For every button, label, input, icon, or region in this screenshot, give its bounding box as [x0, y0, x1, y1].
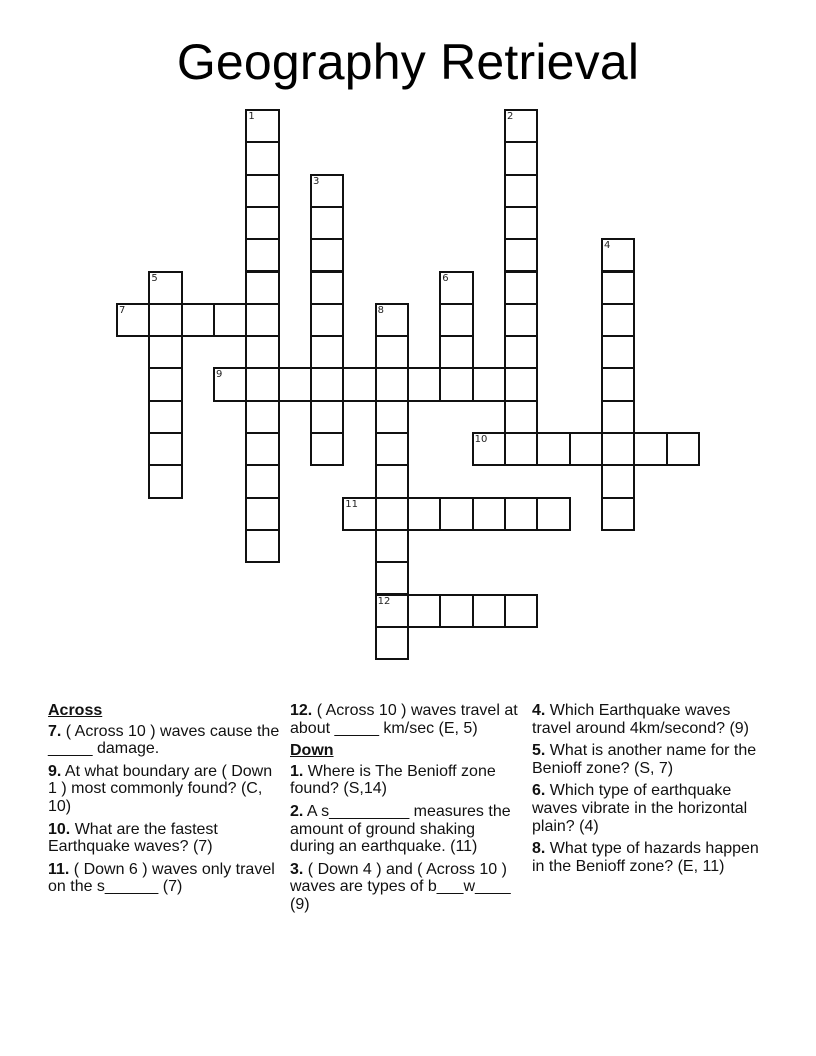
grid-cell[interactable] — [601, 335, 635, 369]
grid-cell[interactable] — [310, 206, 344, 240]
clue-number: 9. — [48, 762, 62, 780]
grid-cell[interactable] — [601, 464, 635, 498]
clue-number: 1. — [290, 762, 304, 780]
grid-cell[interactable] — [310, 303, 344, 337]
grid-cell[interactable] — [245, 271, 279, 305]
grid-cell[interactable] — [148, 303, 182, 337]
clue-text: What are the fastest Earthquake waves? (7) — [48, 820, 218, 856]
page-title: Geography Retrieval — [176, 34, 640, 90]
grid-cell[interactable] — [601, 271, 635, 305]
grid-cell[interactable] — [504, 238, 538, 272]
grid-cell[interactable] — [536, 497, 570, 531]
clue-number: 4. — [532, 702, 546, 719]
grid-cell[interactable] — [342, 367, 376, 401]
cell-number: 6 — [442, 272, 449, 284]
grid-cell[interactable] — [245, 400, 279, 434]
clue-text: A s_________ measures the amount of ground shaking during an earthquake. (11) — [290, 802, 511, 856]
grid-cell[interactable] — [245, 206, 279, 240]
grid-cell[interactable] — [601, 432, 635, 466]
grid-cell[interactable] — [375, 594, 409, 628]
grid-cell[interactable] — [504, 497, 538, 531]
grid-cell[interactable] — [504, 174, 538, 208]
grid-cell[interactable] — [375, 367, 409, 401]
grid-cell[interactable] — [245, 335, 279, 369]
clue-number: 5. — [532, 742, 546, 760]
grid-cell[interactable] — [245, 464, 279, 498]
grid-cell[interactable] — [310, 174, 344, 208]
clue-across-7 — [48, 723, 280, 758]
grid-cell[interactable] — [472, 497, 506, 531]
grid-cell[interactable] — [310, 432, 344, 466]
clue-text: What type of hazards happen in the Benioff zone? (E, 11) — [532, 840, 759, 875]
clue-text: What is another name for the Benioff zone? (S, 7) — [532, 742, 757, 777]
grid-cell[interactable] — [439, 271, 473, 305]
clue-text: ( Down 6 ) waves only travel on the s______ (7) — [48, 860, 275, 896]
clue-down-5 — [532, 742, 764, 777]
clue-text: At what boundary are ( Down 1 ) most commonly found? (C, 10) — [48, 762, 273, 815]
grid-cell[interactable] — [245, 303, 279, 337]
grid-cell[interactable] — [375, 626, 409, 660]
grid-cell[interactable] — [504, 432, 538, 466]
grid-cell[interactable] — [601, 497, 635, 531]
grid-cell[interactable] — [245, 432, 279, 466]
across-heading: Across — [48, 702, 103, 719]
grid-cell[interactable] — [148, 367, 182, 401]
grid-cell[interactable] — [472, 367, 506, 401]
grid-cell[interactable] — [342, 497, 376, 531]
clue-text: Which Earthquake waves travel around 4km/second? (9) — [532, 702, 749, 737]
grid-cell[interactable] — [601, 238, 635, 272]
grid-cell[interactable] — [310, 367, 344, 401]
grid-cell[interactable] — [213, 367, 247, 401]
clues-column-3 — [532, 702, 764, 880]
clue-number: 2. — [290, 802, 304, 820]
grid-cell[interactable] — [148, 400, 182, 434]
clue-text: ( Across 10 ) waves cause the _____ damage. — [48, 722, 280, 758]
grid-cell[interactable] — [245, 174, 279, 208]
cell-number: 10 — [474, 434, 488, 445]
clue-text: ( Across 10 ) waves travel at about _____ km/sec (E, 5) — [290, 702, 518, 737]
grid-cell[interactable] — [245, 109, 279, 143]
grid-cell[interactable] — [375, 561, 409, 595]
grid-cell[interactable] — [375, 335, 409, 369]
cell-number: 9 — [215, 369, 223, 381]
grid-cell[interactable] — [439, 335, 473, 369]
clue-down-4 — [532, 702, 764, 737]
grid-cell[interactable] — [504, 594, 538, 628]
grid-cell[interactable] — [375, 400, 409, 434]
grid-cell[interactable] — [375, 497, 409, 531]
grid-cell[interactable] — [439, 497, 473, 531]
clue-number: 3. — [290, 860, 304, 878]
grid-cell[interactable] — [633, 432, 667, 466]
grid-cell[interactable] — [245, 238, 279, 272]
cell-number: 2 — [506, 111, 514, 122]
grid-cell[interactable] — [504, 400, 538, 434]
grid-cell[interactable] — [310, 238, 344, 272]
grid-cell[interactable] — [601, 303, 635, 337]
grid-cell[interactable] — [278, 367, 312, 401]
grid-cell[interactable] — [148, 464, 182, 498]
cell-number: 1 — [248, 111, 255, 122]
clue-number: 6. — [532, 782, 546, 800]
grid-cell[interactable] — [569, 432, 603, 466]
grid-cell[interactable] — [375, 464, 409, 498]
cell-number: 11 — [345, 498, 359, 510]
clue-down-2 — [290, 803, 522, 856]
clue-down-8 — [532, 840, 764, 875]
grid-cell[interactable] — [375, 529, 409, 563]
grid-cell[interactable] — [407, 367, 441, 401]
clue-text: ( Down 4 ) and ( Across 10 ) waves are types of b___w____ (9) — [290, 860, 511, 913]
grid-cell[interactable] — [536, 432, 570, 466]
clue-number: 8. — [532, 840, 546, 858]
grid-cell[interactable] — [116, 303, 150, 337]
grid-cell[interactable] — [148, 432, 182, 466]
clue-down-1 — [290, 763, 522, 798]
cell-number: 5 — [151, 272, 158, 284]
cell-number: 4 — [603, 240, 611, 252]
grid-cell[interactable] — [310, 335, 344, 369]
down-heading: Down — [290, 742, 334, 760]
clue-across-10 — [48, 821, 280, 856]
grid-cell[interactable] — [504, 141, 538, 175]
clue-text: Which type of earthquake waves vibrate in the horizontal plain? (4) — [532, 782, 748, 835]
grid-cell[interactable] — [245, 367, 279, 401]
clue-across-9 — [48, 763, 280, 816]
grid-cell[interactable] — [472, 432, 506, 466]
cell-number: 8 — [377, 304, 384, 316]
clue-across-12 — [290, 702, 522, 737]
cell-number: 3 — [312, 175, 320, 187]
grid-cell[interactable] — [375, 432, 409, 466]
grid-cell[interactable] — [666, 432, 700, 466]
grid-cell[interactable] — [310, 400, 344, 434]
grid-cell[interactable] — [245, 141, 279, 175]
grid-cell[interactable] — [472, 594, 506, 628]
grid-cell[interactable] — [310, 271, 344, 305]
clue-number: 11. — [48, 860, 70, 878]
grid-cell[interactable] — [439, 594, 473, 628]
grid-cell[interactable] — [504, 206, 538, 240]
grid-cell[interactable] — [245, 497, 279, 531]
grid-cell[interactable] — [213, 303, 247, 337]
clues-column-2 — [290, 702, 522, 919]
grid-cell[interactable] — [601, 367, 635, 401]
grid-cell[interactable] — [148, 271, 182, 305]
grid-cell[interactable] — [439, 367, 473, 401]
cell-number: 12 — [377, 595, 391, 607]
grid-cell[interactable] — [148, 335, 182, 369]
clue-down-6 — [532, 782, 764, 835]
clue-text: Where is The Benioff zone found? (S,14) — [290, 762, 496, 798]
grid-cell[interactable] — [375, 303, 409, 337]
clue-down-3 — [290, 861, 522, 914]
grid-cell[interactable] — [439, 303, 473, 337]
grid-cell[interactable] — [504, 271, 538, 305]
grid-cell[interactable] — [504, 109, 538, 143]
grid-cell[interactable] — [407, 497, 441, 531]
cell-number: 7 — [119, 304, 126, 316]
clues-column-1 — [48, 702, 280, 901]
grid-cell[interactable] — [245, 529, 279, 563]
clue-number: 10. — [48, 820, 71, 838]
clue-number: 12. — [290, 702, 313, 719]
grid-cell[interactable] — [181, 303, 215, 337]
grid-cell[interactable] — [601, 400, 635, 434]
grid-cell[interactable] — [407, 594, 441, 628]
clue-across-11 — [48, 861, 280, 896]
grid-cell[interactable] — [504, 303, 538, 337]
grid-cell[interactable] — [504, 335, 538, 369]
grid-cell[interactable] — [504, 367, 538, 401]
clue-number: 7. — [48, 722, 62, 740]
